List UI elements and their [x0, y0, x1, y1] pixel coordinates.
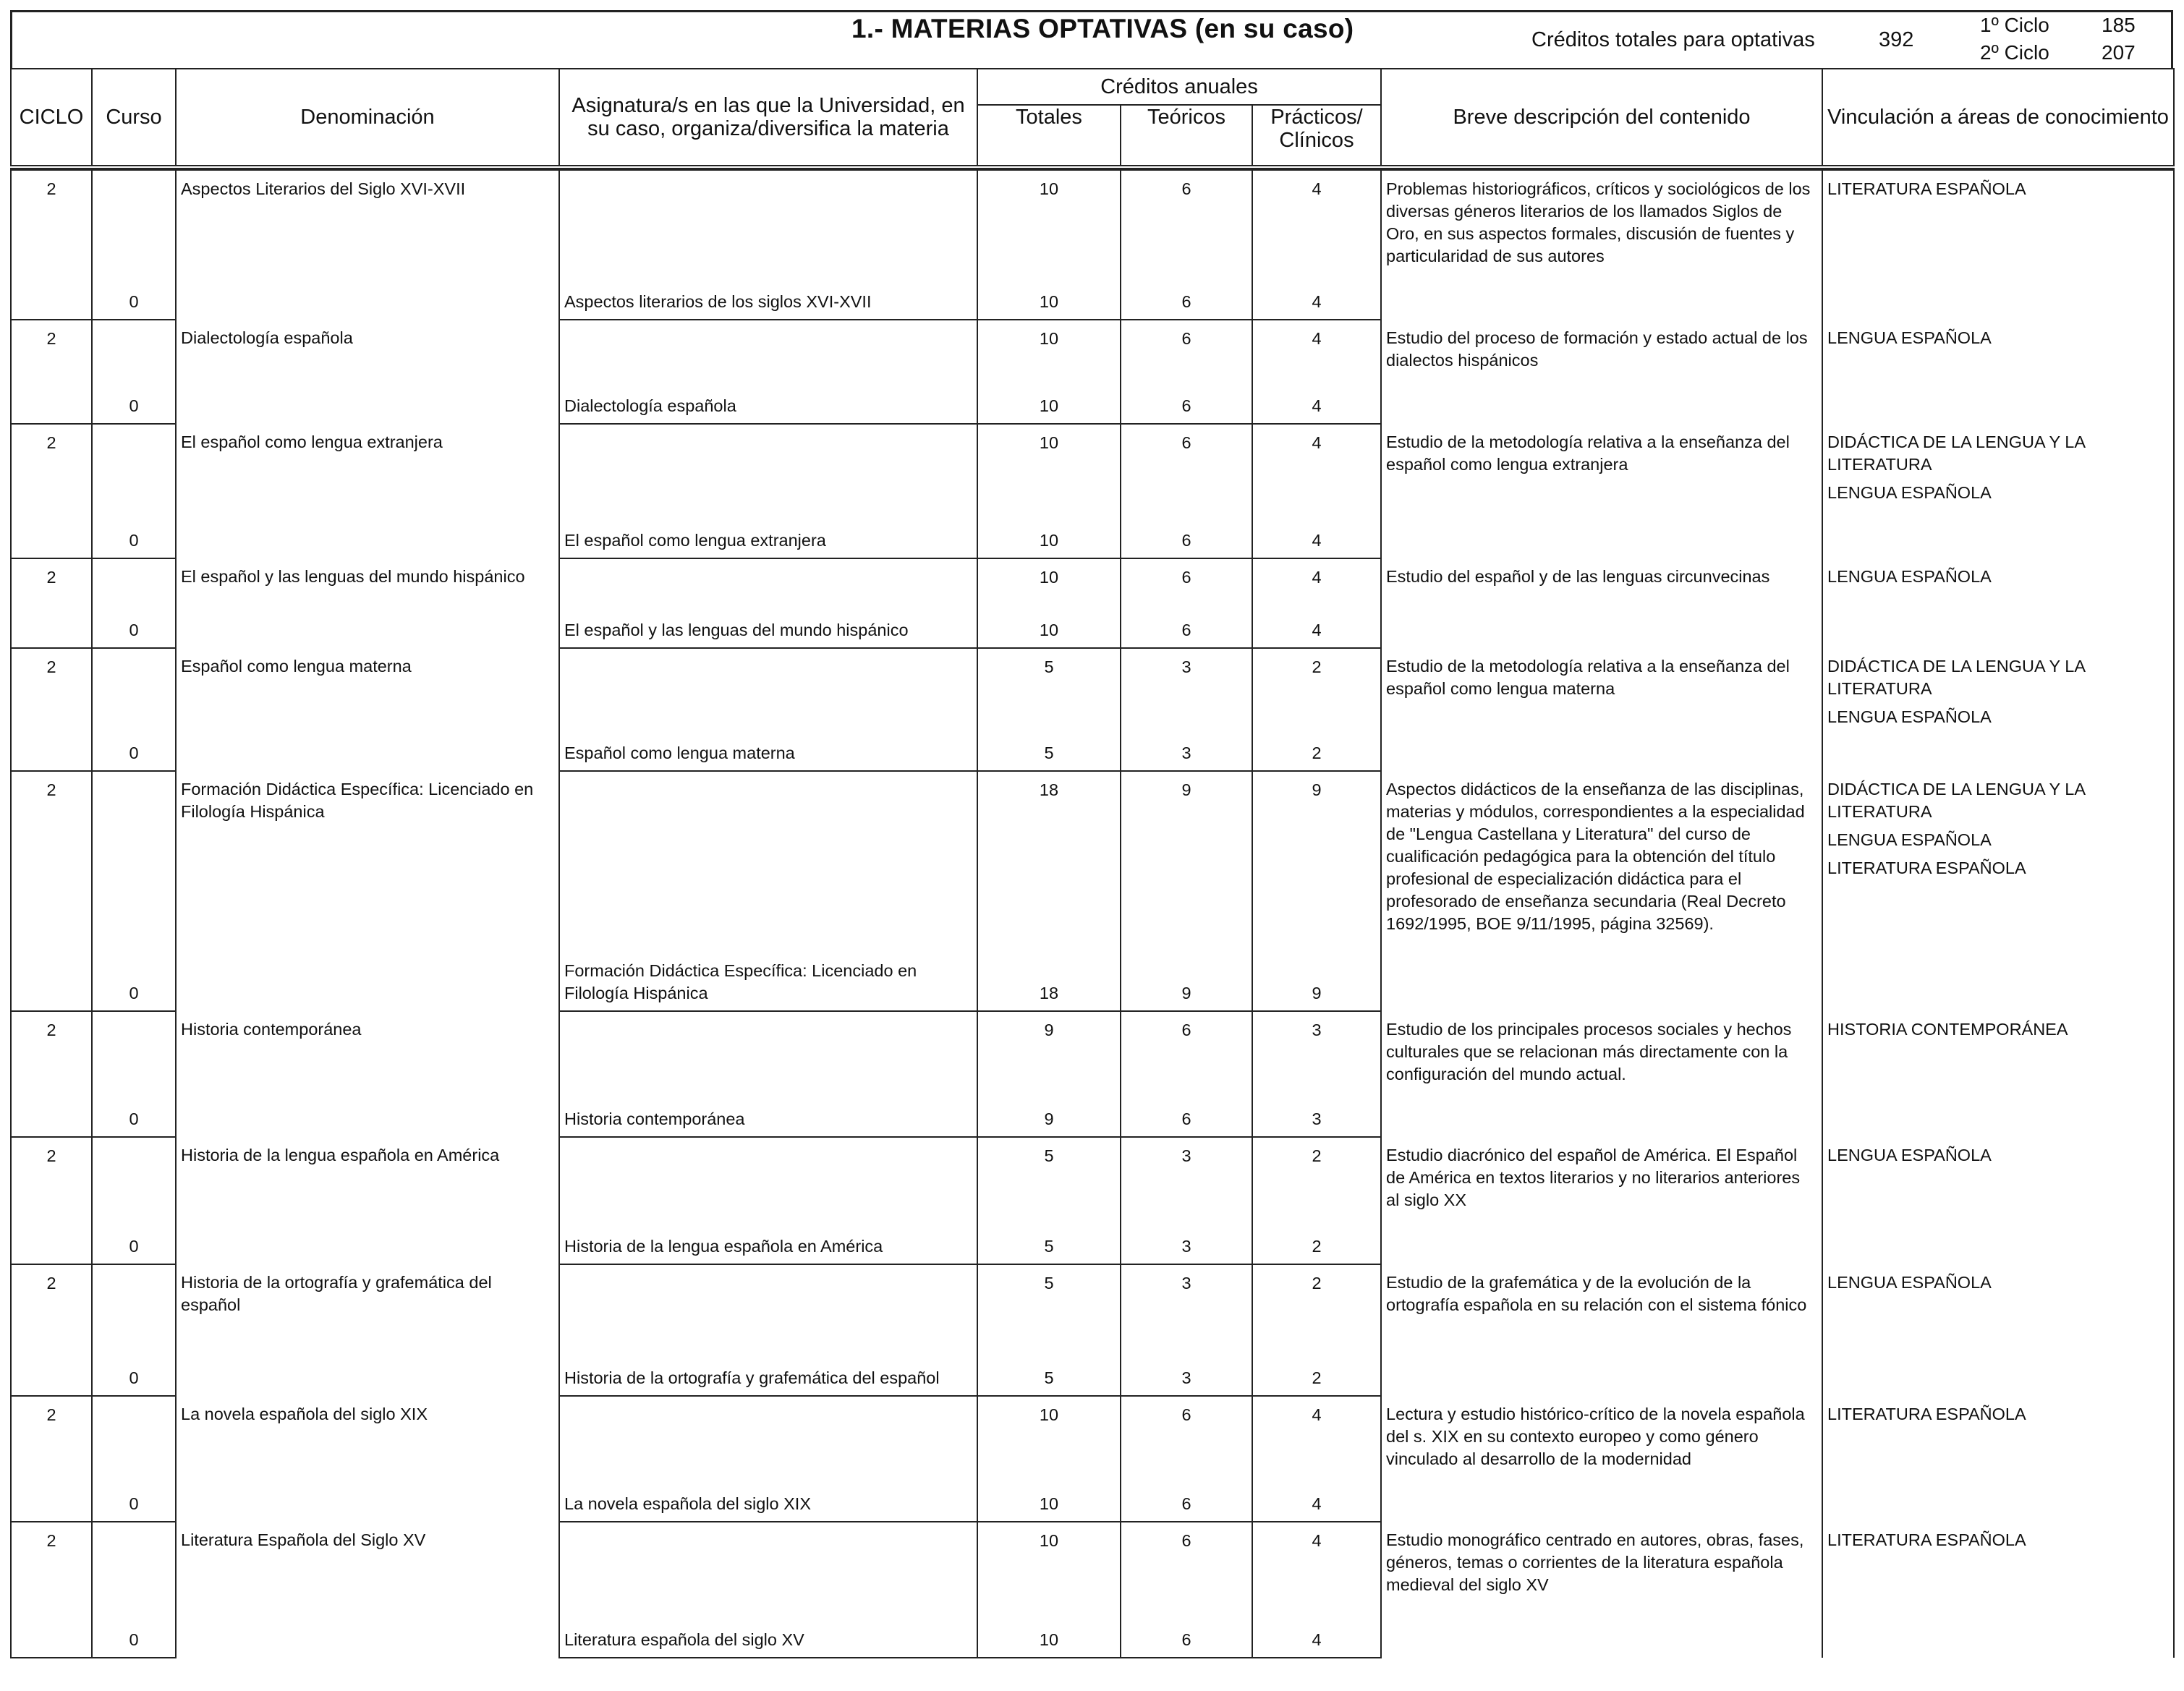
vinculacion-cell	[1822, 648, 2174, 771]
curso-cell: 0	[92, 1222, 176, 1264]
curso-cell: 0	[92, 278, 176, 320]
asignatura-cell-empty	[559, 1137, 977, 1222]
ciclo-cell-empty	[11, 379, 92, 424]
ciclo2-value: 207	[2102, 41, 2136, 64]
col-practicos-header: Prácticos/ Clínicos	[1252, 105, 1381, 166]
teoricos-cell: 6	[1121, 320, 1252, 379]
totales-cell: 10	[977, 514, 1121, 558]
ciclo-cell-empty	[11, 1481, 92, 1522]
totales-cell: 5	[977, 1137, 1121, 1222]
credits-label: Créditos totales para optativas	[1531, 28, 1815, 51]
denominacion-cell: Historia de la ortografía y grafemática del español	[176, 1264, 559, 1396]
table-row	[11, 320, 2174, 379]
descripcion-cell: Estudio de la grafemática y de la evolución de la ortografía española en su relación con el sistema fónico	[1381, 1264, 1822, 1396]
asignatura-cell-empty	[559, 771, 977, 953]
asignatura-cell-empty	[559, 648, 977, 731]
curso-cell-empty	[92, 424, 176, 514]
col-descripcion-header: Breve descripción del contenido	[1381, 69, 1822, 166]
col-creditos-anuales-header: Créditos anuales	[977, 69, 1381, 105]
practicos-cell: 4	[1252, 424, 1381, 514]
totales-cell: 10	[977, 1481, 1121, 1522]
denominacion-cell: Aspectos Literarios del Siglo XVI-XVII	[176, 169, 559, 320]
curso-cell: 0	[92, 1348, 176, 1396]
totales-cell: 9	[977, 1092, 1121, 1137]
area-item: DIDÁCTICA DE LA LENGUA Y LA LITERATURA	[1827, 780, 2085, 821]
teoricos-cell: 6	[1121, 558, 1252, 608]
col-curso-header: Curso	[92, 69, 176, 166]
curso-cell: 0	[92, 731, 176, 771]
denominacion-cell: Historia contemporánea	[176, 1011, 559, 1137]
practicos-cell: 4	[1252, 1396, 1381, 1481]
ciclo-cell-empty	[11, 608, 92, 648]
curso-cell-empty	[92, 320, 176, 379]
teoricos-cell: 6	[1121, 1481, 1252, 1522]
denominacion-cell: La novela española del siglo XIX	[176, 1396, 559, 1522]
practicos-cell: 4	[1252, 169, 1381, 278]
totales-cell: 5	[977, 648, 1121, 731]
practicos-cell: 2	[1252, 1264, 1381, 1348]
table-row	[11, 424, 2174, 514]
asignatura-cell-empty	[559, 1264, 977, 1348]
curso-cell: 0	[92, 608, 176, 648]
curso-cell-empty	[92, 169, 176, 278]
ciclo-cell: 2	[11, 424, 92, 514]
totales-cell: 5	[977, 1348, 1121, 1396]
credits-total: 392	[1879, 28, 1914, 51]
totales-cell: 18	[977, 771, 1121, 953]
vinculacion-cell	[1822, 771, 2174, 1011]
teoricos-cell: 6	[1121, 514, 1252, 558]
curso-cell: 0	[92, 1481, 176, 1522]
ciclo-cell: 2	[11, 558, 92, 608]
descripcion-cell: Estudio monográfico centrado en autores, obras, fases, géneros, temas o corrientes de la literatura española medieval del siglo XV	[1381, 1522, 1822, 1658]
asignatura-cell: Dialectología española	[559, 379, 977, 424]
practicos-cell: 4	[1252, 1481, 1381, 1522]
denominacion-cell: El español y las lenguas del mundo hispánico	[176, 558, 559, 648]
ciclo1-label: 1º Ciclo	[1980, 14, 2049, 36]
totales-cell: 10	[977, 558, 1121, 608]
denominacion-cell: Historia de la lengua española en América	[176, 1137, 559, 1264]
totales-cell: 18	[977, 953, 1121, 1011]
table-row	[11, 169, 2174, 278]
teoricos-cell: 6	[1121, 1614, 1252, 1658]
asignatura-cell: La novela española del siglo XIX	[559, 1481, 977, 1522]
practicos-cell: 9	[1252, 953, 1381, 1011]
practicos-cell: 2	[1252, 1137, 1381, 1222]
ciclo-cell-empty	[11, 1092, 92, 1137]
ciclo-cell: 2	[11, 1011, 92, 1092]
vinculacion-cell	[1822, 320, 2174, 424]
denominacion-cell: El español como lengua extranjera	[176, 424, 559, 558]
descripcion-cell: Estudio de los principales procesos sociales y hechos culturales que se relacionan más directamente con la configuración del mundo actual.	[1381, 1011, 1822, 1137]
vinculacion-cell	[1822, 1522, 2174, 1658]
ciclo-cell-empty	[11, 514, 92, 558]
practicos-cell: 2	[1252, 1348, 1381, 1396]
asignatura-cell-empty	[559, 1396, 977, 1481]
area-item: LITERATURA ESPAÑOLA	[1827, 1530, 2026, 1549]
totales-cell: 10	[977, 1614, 1121, 1658]
practicos-cell: 4	[1252, 1522, 1381, 1614]
teoricos-cell: 6	[1121, 278, 1252, 320]
col-totales-header: Totales	[977, 105, 1121, 166]
curso-cell-empty	[92, 1137, 176, 1222]
col-denominacion-header: Denominación	[176, 69, 559, 166]
totales-cell: 5	[977, 1222, 1121, 1264]
table-row	[11, 1396, 2174, 1481]
ciclo1-value: 185	[2102, 14, 2136, 36]
table-row	[11, 558, 2174, 608]
asignatura-cell: Aspectos literarios de los siglos XVI-XVII	[559, 278, 977, 320]
practicos-cell: 4	[1252, 379, 1381, 424]
totales-cell: 5	[977, 731, 1121, 771]
teoricos-cell: 6	[1121, 379, 1252, 424]
totales-cell: 10	[977, 1522, 1121, 1614]
table-row	[11, 1522, 2174, 1614]
practicos-cell: 4	[1252, 278, 1381, 320]
teoricos-cell: 6	[1121, 1011, 1252, 1092]
ciclo-cell-empty	[11, 1348, 92, 1396]
asignatura-cell: El español como lengua extranjera	[559, 514, 977, 558]
ciclo-cell: 2	[11, 169, 92, 278]
totales-cell: 10	[977, 320, 1121, 379]
ciclo2-label: 2º Ciclo	[1980, 41, 2049, 64]
curso-cell-empty	[92, 1396, 176, 1481]
area-item: LENGUA ESPAÑOLA	[1827, 567, 1992, 586]
practicos-cell: 3	[1252, 1092, 1381, 1137]
practicos-cell: 4	[1252, 1614, 1381, 1658]
teoricos-cell: 6	[1121, 1522, 1252, 1614]
area-item: LENGUA ESPAÑOLA	[1827, 328, 1992, 347]
col-teoricos-header: Teóricos	[1121, 105, 1252, 166]
column-header-table	[10, 68, 2175, 166]
asignatura-cell-empty	[559, 1011, 977, 1092]
asignatura-cell: El español y las lenguas del mundo hispánico	[559, 608, 977, 648]
denominacion-cell: Literatura Española del Siglo XV	[176, 1522, 559, 1658]
descripcion-cell: Lectura y estudio histórico-crítico de la novela española del s. XIX en su contexto europeo y como género vinculado al desarrollo de la modernidad	[1381, 1396, 1822, 1522]
asignatura-cell-empty	[559, 424, 977, 514]
totales-cell: 10	[977, 1396, 1121, 1481]
vinculacion-cell	[1822, 169, 2174, 320]
curso-cell: 0	[92, 1614, 176, 1658]
descripcion-cell: Problemas historiográficos, críticos y sociológicos de los diversas géneros literarios de los llamados Siglos de Oro, en sus aspectos formales, discusión de fuentes y particularidad de sus autores	[1381, 169, 1822, 320]
asignatura-cell: Literatura española del siglo XV	[559, 1614, 977, 1658]
asignatura-cell: Formación Didáctica Específica: Licenciado en Filología Hispánica	[559, 953, 977, 1011]
descripcion-cell: Estudio de la metodología relativa a la enseñanza del español como lengua extranjera	[1381, 424, 1822, 558]
ciclo-cell-empty	[11, 1222, 92, 1264]
practicos-cell: 4	[1252, 320, 1381, 379]
ciclo-cell: 2	[11, 1396, 92, 1481]
teoricos-cell: 6	[1121, 424, 1252, 514]
asignatura-cell: Historia de la ortografía y grafemática del español	[559, 1348, 977, 1396]
vinculacion-cell	[1822, 558, 2174, 648]
area-item: LENGUA ESPAÑOLA	[1827, 1273, 1992, 1292]
teoricos-cell: 9	[1121, 771, 1252, 953]
totales-cell: 9	[977, 1011, 1121, 1092]
asignatura-cell: Español como lengua materna	[559, 731, 977, 771]
curso-cell-empty	[92, 1522, 176, 1614]
descripcion-cell: Estudio del español y de las lenguas circunvecinas	[1381, 558, 1822, 648]
asignatura-cell: Historia contemporánea	[559, 1092, 977, 1137]
title-bar	[10, 10, 2173, 68]
practicos-cell: 2	[1252, 648, 1381, 731]
area-item: DIDÁCTICA DE LA LENGUA Y LA LITERATURA	[1827, 657, 2085, 698]
curso-cell-empty	[92, 771, 176, 953]
area-item: LITERATURA ESPAÑOLA	[1827, 1405, 2026, 1423]
ciclo-cell: 2	[11, 1264, 92, 1348]
totales-cell: 10	[977, 608, 1121, 648]
descripcion-cell: Estudio diacrónico del español de América. El Español de América en textos literarios y no literarios anteriores al siglo XX	[1381, 1137, 1822, 1264]
curso-cell: 0	[92, 514, 176, 558]
curso-cell-empty	[92, 558, 176, 608]
practicos-cell: 2	[1252, 731, 1381, 771]
asignatura-cell-empty	[559, 1522, 977, 1614]
area-item: LITERATURA ESPAÑOLA	[1827, 179, 2026, 198]
denominacion-cell: Español como lengua materna	[176, 648, 559, 771]
denominacion-cell: Formación Didáctica Específica: Licenciado en Filología Hispánica	[176, 771, 559, 1011]
teoricos-cell: 6	[1121, 169, 1252, 278]
page-title: 1.- MATERIAS OPTATIVAS (en su caso)	[851, 14, 1354, 43]
descripcion-cell: Estudio del proceso de formación y estado actual de los dialectos hispánicos	[1381, 320, 1822, 424]
asignatura-cell-empty	[559, 169, 977, 278]
ciclo-cell-empty	[11, 278, 92, 320]
curso-cell-empty	[92, 1011, 176, 1092]
curso-cell: 0	[92, 953, 176, 1011]
table-row	[11, 771, 2174, 953]
totales-cell: 10	[977, 278, 1121, 320]
practicos-cell: 2	[1252, 1222, 1381, 1264]
totales-cell: 10	[977, 379, 1121, 424]
subjects-table	[10, 168, 2175, 1658]
teoricos-cell: 3	[1121, 731, 1252, 771]
ciclo-cell: 2	[11, 1522, 92, 1614]
descripcion-cell: Aspectos didácticos de la enseñanza de las disciplinas, materias y módulos, correspondientes a la especialidad de "Lengua Castellana y Literatura" del curso de cualificación pedagógica para la obtención del título profesional de especialización didáctica para el profesorado de enseñanza secundaria (Real Decreto 1692/1995, BOE 9/11/1995, página 32569).	[1381, 771, 1822, 1011]
vinculacion-cell	[1822, 1011, 2174, 1137]
teoricos-cell: 3	[1121, 1348, 1252, 1396]
ciclo-cell-empty	[11, 731, 92, 771]
ciclo-cell: 2	[11, 648, 92, 731]
curso-cell-empty	[92, 1264, 176, 1348]
practicos-cell: 3	[1252, 1011, 1381, 1092]
practicos-cell: 4	[1252, 558, 1381, 608]
ciclo-cell-empty	[11, 953, 92, 1011]
practicos-cell: 4	[1252, 514, 1381, 558]
ciclo-cell: 2	[11, 320, 92, 379]
vinculacion-cell	[1822, 1264, 2174, 1396]
area-item: HISTORIA CONTEMPORÁNEA	[1827, 1020, 2068, 1039]
teoricos-cell: 9	[1121, 953, 1252, 1011]
ciclo-cell: 2	[11, 1137, 92, 1222]
teoricos-cell: 3	[1121, 648, 1252, 731]
teoricos-cell: 3	[1121, 1222, 1252, 1264]
practicos-cell: 9	[1252, 771, 1381, 953]
totales-cell: 10	[977, 424, 1121, 514]
vinculacion-cell	[1822, 1137, 2174, 1264]
document-page	[10, 10, 2179, 1684]
totales-cell: 5	[977, 1264, 1121, 1348]
area-item: LENGUA ESPAÑOLA	[1827, 707, 1992, 726]
practicos-cell: 4	[1252, 608, 1381, 648]
ciclo-cell-empty	[11, 1614, 92, 1658]
area-item: LENGUA ESPAÑOLA	[1827, 483, 1992, 502]
col-vinculacion-header: Vinculación a áreas de conocimiento	[1822, 69, 2174, 166]
table-row	[11, 1264, 2174, 1348]
teoricos-cell: 6	[1121, 1092, 1252, 1137]
area-item: DIDÁCTICA DE LA LENGUA Y LA LITERATURA	[1827, 433, 2085, 474]
area-item: LITERATURA ESPAÑOLA	[1827, 859, 2026, 877]
asignatura-cell-empty	[559, 558, 977, 608]
curso-cell: 0	[92, 379, 176, 424]
area-item: LENGUA ESPAÑOLA	[1827, 1146, 1992, 1164]
asignatura-cell-empty	[559, 320, 977, 379]
descripcion-cell: Estudio de la metodología relativa a la enseñanza del español como lengua materna	[1381, 648, 1822, 771]
col-asignatura-header: Asignatura/s en las que la Universidad, en su caso, organiza/diversifica la materia	[559, 69, 977, 166]
curso-cell-empty	[92, 648, 176, 731]
vinculacion-cell	[1822, 1396, 2174, 1522]
curso-cell: 0	[92, 1092, 176, 1137]
teoricos-cell: 6	[1121, 1396, 1252, 1481]
table-row	[11, 648, 2174, 731]
totales-cell: 10	[977, 169, 1121, 278]
table-row	[11, 1011, 2174, 1092]
asignatura-cell: Historia de la lengua española en América	[559, 1222, 977, 1264]
table-row	[11, 1137, 2174, 1222]
teoricos-cell: 3	[1121, 1264, 1252, 1348]
col-ciclo-header: CICLO	[11, 69, 92, 166]
teoricos-cell: 6	[1121, 608, 1252, 648]
teoricos-cell: 3	[1121, 1137, 1252, 1222]
vinculacion-cell	[1822, 424, 2174, 558]
denominacion-cell: Dialectología española	[176, 320, 559, 424]
area-item: LENGUA ESPAÑOLA	[1827, 830, 1992, 849]
ciclo-cell: 2	[11, 771, 92, 953]
